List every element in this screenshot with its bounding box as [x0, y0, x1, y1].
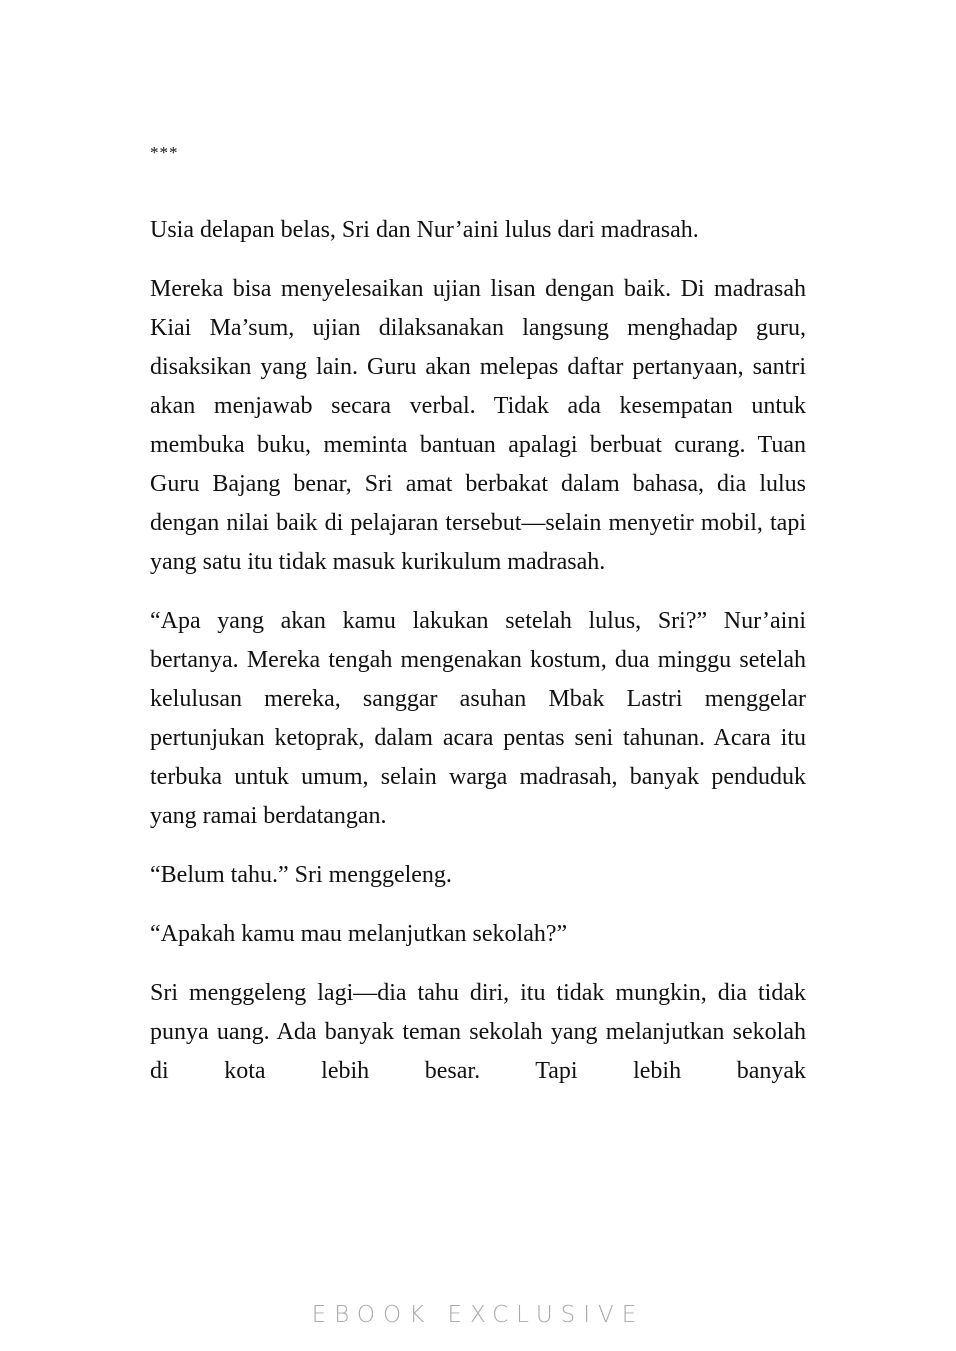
paragraph: “Belum tahu.” Sri menggeleng.	[150, 862, 452, 888]
paragraph: Mereka bisa menyelesaikan ujian lisan dengan baik. Di madrasah Kiai Ma’sum, ujian dilaksanakan langsung menghadap guru, disaksikan yang lain. Guru akan melepas daftar pertanyaan, santri akan menjawab secara verbal. Tidak ada kesempatan untuk membuka buku, meminta bantuan apalagi berbuat curang. Tuan Guru Bajang benar, Sri amat berbakat dalam bahasa, dia lulus dengan nilai baik di pelajaran tersebut—selain menyetir mobil, tapi yang satu itu tidak masuk kurikulum madrasah.	[150, 276, 806, 575]
page-body	[150, 143, 806, 1111]
paragraph: “Apa yang akan kamu lakukan setelah lulus, Sri?” Nur’aini bertanya. Mereka tengah mengenakan kostum, dua minggu setelah kelulusan mereka, sanggar asuhan Mbak Lastri menggelar pertunjukan ketoprak, dalam acara pentas seni tahunan. Acara itu terbuka untuk umum, selain warga madrasah, banyak penduduk yang ramai berdatangan.	[150, 608, 806, 829]
paragraph: Sri menggeleng lagi—dia tahu diri, itu tidak mungkin, dia tidak punya uang. Ada banyak teman sekolah yang melanjutkan sekolah di kota lebih besar. Tapi lebih banyak	[150, 980, 806, 1084]
paragraph: Usia delapan belas, Sri dan Nur’aini lulus dari madrasah.	[150, 217, 699, 243]
paragraph: “Apakah kamu mau melanjutkan sekolah?”	[150, 921, 568, 947]
section-separator: ***	[150, 143, 179, 162]
page-footer: EBOOK EXCLUSIVE	[311, 1302, 645, 1328]
